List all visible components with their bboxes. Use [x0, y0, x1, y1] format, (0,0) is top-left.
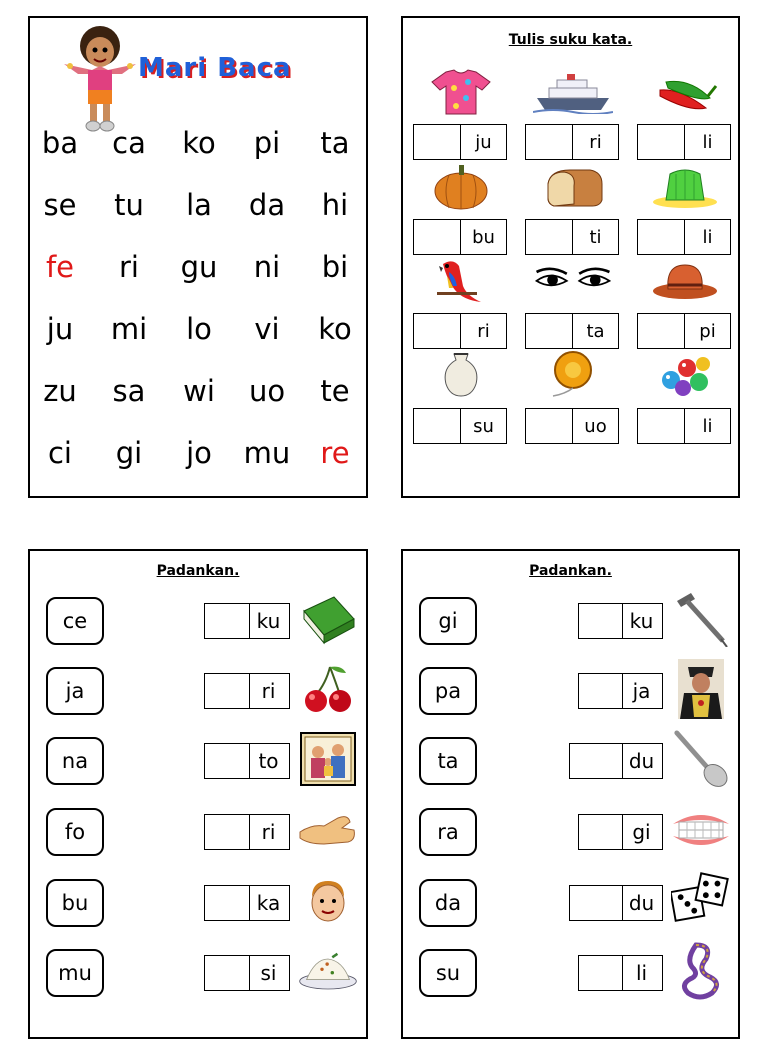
panel-title: Padankan.: [529, 563, 612, 579]
ship-icon: [533, 68, 613, 116]
answer-box[interactable]: [413, 408, 507, 444]
syllable: ri: [119, 250, 139, 284]
answer-box[interactable]: [525, 408, 619, 444]
given-syllable: du: [628, 749, 655, 773]
syllable: mu: [243, 436, 291, 470]
book-icon: [298, 589, 358, 649]
rope-icon: [671, 941, 731, 1001]
answer-box[interactable]: [525, 124, 619, 160]
panel-padankan-1: [28, 549, 368, 1039]
syllable: ci: [47, 436, 72, 470]
answer-box[interactable]: [525, 219, 619, 255]
answer-box[interactable]: [578, 955, 663, 991]
answer-box[interactable]: [204, 955, 290, 991]
cherry-icon: [298, 659, 358, 719]
syllable-row: [30, 188, 366, 228]
syllable: hi: [321, 188, 349, 222]
syllable-card[interactable]: fo: [46, 808, 104, 856]
syllable: gi: [115, 436, 143, 470]
given-syllable: ri: [261, 820, 276, 844]
syllable: zu: [43, 374, 77, 408]
syllable: bi: [321, 250, 349, 284]
family-photo-icon: [298, 729, 358, 789]
syllable: ta: [320, 126, 350, 160]
given-syllable: ku: [256, 609, 281, 633]
face-icon: [298, 871, 358, 931]
given-syllable: du: [628, 891, 655, 915]
syllable: jo: [186, 436, 212, 470]
given-syllable: si: [260, 961, 277, 985]
syllable-card[interactable]: ra: [419, 808, 477, 856]
syllable-card[interactable]: gi: [419, 597, 477, 645]
answer-box[interactable]: [413, 124, 507, 160]
answer-box[interactable]: [637, 313, 731, 349]
answer-box[interactable]: [413, 219, 507, 255]
given-syllable: ta: [586, 320, 605, 342]
panel-title: Padankan.: [156, 563, 240, 579]
syllable: se: [43, 188, 77, 222]
syllable-row: [30, 436, 366, 476]
answer-box[interactable]: [637, 219, 731, 255]
given-syllable: ti: [589, 226, 602, 248]
answer-box[interactable]: [413, 313, 507, 349]
syllable: tu: [114, 188, 144, 222]
marbles-icon: [645, 350, 725, 398]
syllable-row: [30, 250, 366, 290]
answer-box[interactable]: [569, 885, 663, 921]
syllable-card[interactable]: bu: [46, 879, 104, 927]
syllable-row: [30, 126, 366, 166]
rice-plate-icon: [298, 941, 358, 1001]
shirt-icon: [421, 68, 501, 116]
panel-title: Tulis suku kata.: [508, 32, 633, 48]
syllable: vi: [254, 312, 280, 346]
syllable: ca: [112, 126, 146, 160]
syllable: fe: [45, 250, 75, 284]
syllable-card[interactable]: da: [419, 879, 477, 927]
syllable-card[interactable]: pa: [419, 667, 477, 715]
syllable-row: [30, 312, 366, 352]
jelly-icon: [645, 163, 725, 211]
panel-padankan-2: [401, 549, 740, 1039]
syllable: ju: [46, 312, 74, 346]
given-syllable: su: [473, 415, 494, 437]
panel-mari-baca: [28, 16, 368, 498]
answer-box[interactable]: [525, 313, 619, 349]
syllable: te: [320, 374, 350, 408]
syllable-card[interactable]: na: [46, 737, 104, 785]
syllable-card[interactable]: ce: [46, 597, 104, 645]
eyes-icon: [533, 256, 613, 304]
thumb-icon: [298, 800, 358, 860]
syllable: la: [186, 188, 212, 222]
given-syllable: li: [635, 961, 648, 985]
given-syllable: li: [702, 415, 713, 437]
syllable-card[interactable]: mu: [46, 949, 104, 997]
given-syllable: ju: [475, 131, 492, 153]
syllable: ni: [253, 250, 281, 284]
spoon-icon: [671, 729, 731, 789]
given-syllable: ri: [477, 320, 490, 342]
answer-box[interactable]: [204, 743, 290, 779]
dice-icon: [671, 871, 731, 931]
page-title: Mari Baca: [138, 53, 292, 83]
answer-box[interactable]: [569, 743, 663, 779]
hat-icon: [645, 256, 725, 304]
given-syllable: to: [258, 749, 279, 773]
syllable: wi: [183, 374, 215, 408]
teeth-icon: [671, 800, 731, 860]
syllable: gu: [180, 250, 218, 284]
syllable-card[interactable]: ta: [419, 737, 477, 785]
syllable: da: [248, 188, 286, 222]
given-syllable: pi: [699, 320, 716, 342]
syllable-row: [30, 374, 366, 414]
answer-box[interactable]: [578, 603, 663, 639]
panel-tulis-suku-kata: [401, 16, 740, 498]
given-syllable: ri: [589, 131, 602, 153]
answer-box[interactable]: [204, 885, 290, 921]
bread-icon: [533, 163, 613, 211]
nail-icon: [671, 589, 731, 649]
syllable: ba: [41, 126, 79, 160]
answer-box[interactable]: [578, 814, 663, 850]
syllable: sa: [112, 374, 146, 408]
given-syllable: ku: [629, 609, 654, 633]
answer-box[interactable]: [204, 673, 290, 709]
parrot-icon: [421, 256, 501, 304]
answer-box[interactable]: [578, 673, 663, 709]
syllable: lo: [186, 312, 212, 346]
syllable-card[interactable]: ja: [46, 667, 104, 715]
pumpkin-icon: [421, 163, 501, 211]
syllable: mi: [110, 312, 148, 346]
syllable: uo: [248, 374, 286, 408]
yoyo-icon: [533, 350, 613, 398]
given-syllable: li: [702, 131, 713, 153]
given-syllable: ja: [632, 679, 651, 703]
given-syllable: gi: [632, 820, 651, 844]
answer-box[interactable]: [204, 603, 290, 639]
given-syllable: bu: [472, 226, 495, 248]
syllable: pi: [253, 126, 281, 160]
given-syllable: uo: [584, 415, 607, 437]
given-syllable: ri: [261, 679, 276, 703]
answer-box[interactable]: [204, 814, 290, 850]
vase-icon: [421, 350, 501, 398]
syllable: ko: [318, 312, 352, 346]
king-icon: [671, 659, 731, 719]
chili-icon: [645, 68, 725, 116]
answer-box[interactable]: [637, 124, 731, 160]
given-syllable: li: [702, 226, 713, 248]
answer-box[interactable]: [637, 408, 731, 444]
dora-icon: [62, 24, 138, 134]
syllable-card[interactable]: su: [419, 949, 477, 997]
given-syllable: ka: [256, 891, 281, 915]
syllable: re: [320, 436, 350, 470]
syllable: ko: [182, 126, 216, 160]
